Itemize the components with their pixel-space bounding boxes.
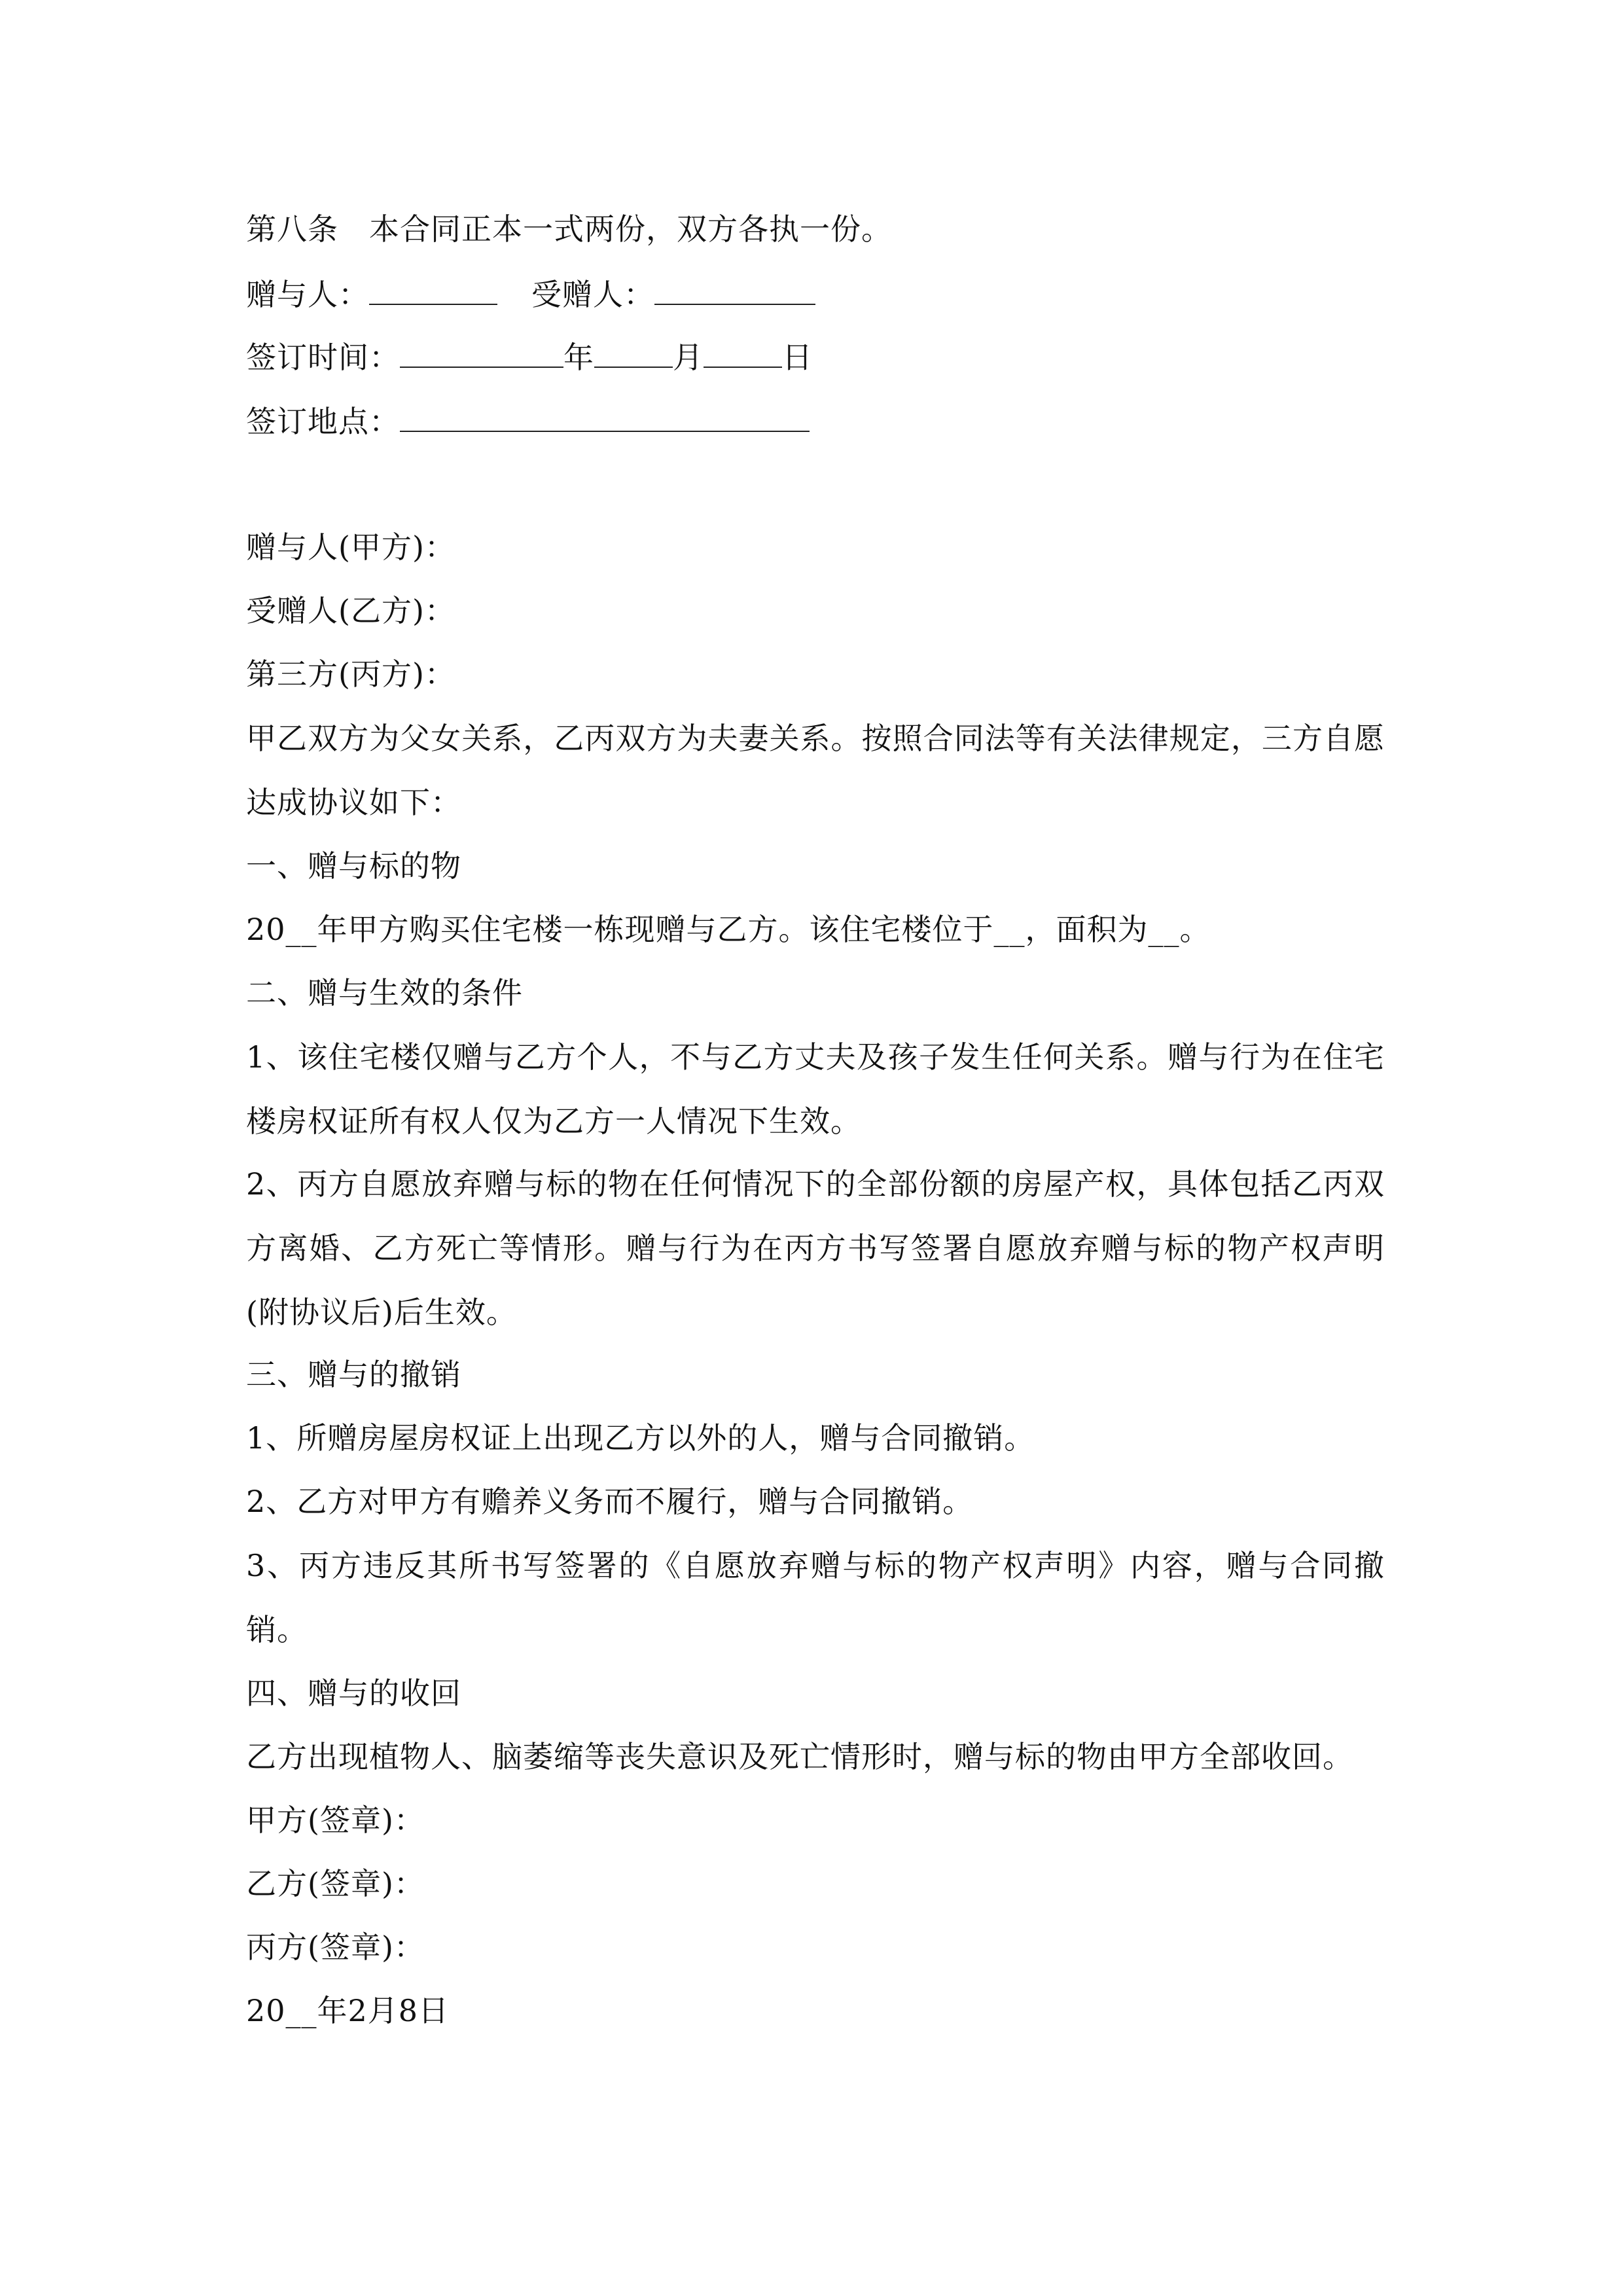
- section-3-title: 三、赠与的撤销: [246, 1357, 461, 1392]
- donor-donee-row: [246, 274, 1385, 314]
- section-2-item-2: 2、丙方自愿放弃赠与标的物在任何情况下的全部份额的房屋产权，具体包括乙丙双方离婚、乙方死亡等情形。赠与行为在丙方书写签署自愿放弃赠与标的物产权声明(附协议后)后生效。: [246, 1166, 1385, 1330]
- article-8: 第八条 本合同正本一式两份，双方各执一份。: [246, 211, 892, 247]
- party-c-line: 第三方(丙方)：: [246, 656, 455, 692]
- donor-label: 赠与人：: [246, 277, 369, 312]
- signature-party-b: 乙方(签章)：: [246, 1866, 425, 1901]
- document-date: 20__年2月8日: [246, 1993, 450, 2028]
- section-2-title: 二、赠与生效的条件: [246, 975, 523, 1011]
- section-2-item-1: 1、该住宅楼仅赠与乙方个人，不与乙方丈夫及孩子发生任何关系。赠与行为在住宅楼房权证所有权人仅为乙方一人情况下生效。: [246, 1039, 1385, 1139]
- section-3-item-2: 2、乙方对甲方有赡养义务而不履行，赠与合同撤销。: [246, 1484, 974, 1519]
- sign-time-row: [246, 336, 1385, 377]
- donee-label: 受赠人：: [531, 277, 654, 312]
- year-blank: [400, 336, 563, 368]
- sign-place-label: 签订地点：: [246, 404, 400, 439]
- donee-blank: [654, 274, 815, 305]
- month-label: 月: [673, 340, 704, 375]
- sign-place-row: [246, 401, 1385, 441]
- section-4-title: 四、赠与的收回: [246, 1676, 461, 1711]
- sign-time-label: 签订时间：: [246, 340, 400, 375]
- sign-place-blank: [400, 401, 810, 432]
- donor-blank: [369, 274, 497, 305]
- section-3-item-3: 3、丙方违反其所书写签署的《自愿放弃赠与标的物产权声明》内容，赠与合同撤销。: [246, 1548, 1385, 1647]
- signature-party-a: 甲方(签章)：: [246, 1803, 425, 1838]
- section-1-text: 20__年甲方购买住宅楼一栋现赠与乙方。该住宅楼位于__，面积为__。: [246, 912, 1211, 947]
- day-label: 日: [782, 340, 813, 375]
- section-3-item-1: 1、所赠房屋房权证上出现乙方以外的人，赠与合同撤销。: [246, 1420, 1035, 1456]
- year-label: 年: [563, 340, 594, 375]
- party-b-line: 受赠人(乙方)：: [246, 593, 455, 628]
- signature-party-c: 丙方(签章)：: [246, 1929, 425, 1965]
- section-4-text: 乙方出现植物人、脑萎缩等丧失意识及死亡情形时，赠与标的物由甲方全部收回。: [246, 1739, 1353, 1774]
- intro-paragraph: 甲乙双方为父女关系，乙丙双方为夫妻关系。按照合同法等有关法律规定，三方自愿达成协议如下：: [246, 721, 1385, 820]
- month-blank: [594, 336, 673, 368]
- section-1-title: 一、赠与标的物: [246, 848, 461, 884]
- party-a-line: 赠与人(甲方)：: [246, 529, 455, 565]
- day-blank: [704, 336, 782, 368]
